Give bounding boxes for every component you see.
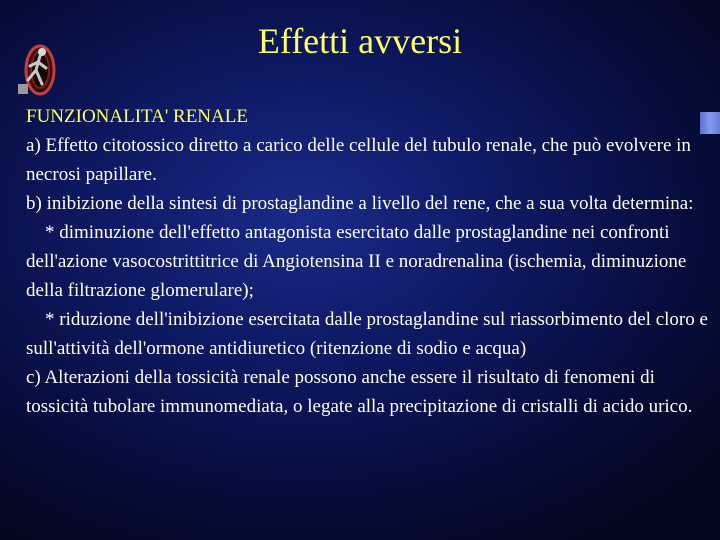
running-figure-logo-icon — [16, 40, 60, 98]
bullet-vasoconstriction-text: * diminuzione dell'effetto antagonista esercitato dalle prostaglandine nei confronti dell'azione vasocostrittitrice di Angiotensina II e noradrenalina (ischemia, diminuzione della filtrazione glomerulare); — [26, 222, 687, 301]
paragraph-c: c) Alterazioni della tossicità renale possono anche essere il risultato di fenomeni di tossicità tubolare immunomediata, o legate alla precipitazione di cristalli di acido urico. — [26, 367, 693, 417]
paragraph-b: b) inibizione della sintesi di prostaglandine a livello del rene, che a sua volta determina: — [26, 193, 694, 214]
paragraph-a: a) Effetto citotossico diretto a carico delle cellule del tubulo renale, che può evolvere in necrosi papillare. — [26, 135, 691, 185]
bullet-vasoconstriction — [26, 218, 716, 305]
bullet-reabsorption-text: * riduzione dell'inibizione esercitata dalle prostaglandine sul riassorbimento del cloro e sull'attività dell'ormone antidiuretico (ritenzione di sodio e acqua) — [26, 309, 708, 359]
slide-title: Effetti avversi — [257, 21, 463, 61]
bullet-reabsorption — [26, 305, 716, 363]
section-heading: FUNZIONALITA' RENALE — [26, 106, 248, 127]
slide-content — [26, 102, 716, 421]
